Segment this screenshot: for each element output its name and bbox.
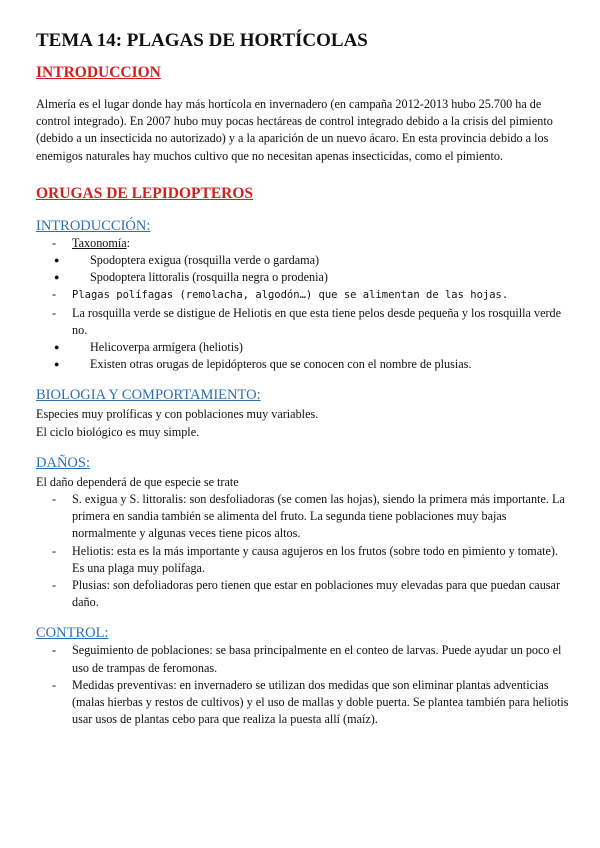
list-item: ● Helicoverpa armígera (heliotis) — [36, 339, 571, 356]
list-item: ● Spodoptera exigua (rosquilla verde o gardama) — [36, 252, 571, 269]
danos-intro: El daño dependerá de que especie se trate — [36, 474, 239, 489]
list-item: - Seguimiento de poblaciones: se basa principalmente en el conteo de larvas. Puede ayudar un poco el uso de trampas de feromonas. — [36, 642, 571, 676]
list-item: - Heliotis: esta es la más importante y causa agujeros en los frutos (sobre todo en pimiento y tomate). Es una plaga muy polífaga. — [36, 543, 571, 577]
list-item: ● Existen otras orugas de lepidópteros que se conocen con el nombre de plusias. — [36, 356, 571, 373]
rosquilla-sublist — [72, 339, 571, 373]
introduccion-list — [36, 235, 571, 374]
list-item-polifagas — [36, 286, 571, 304]
list-item-rosquilla — [36, 305, 571, 374]
rosquilla-text: La rosquilla verde se distigue de Heliotis en que esta tiene pelos desde pequeña y los rosquilla verde no. — [72, 305, 562, 337]
taxonomia-colon: : — [126, 235, 131, 250]
subheading-introduccion: INTRODUCCIÓN: — [36, 217, 151, 234]
page-title: TEMA 14: PLAGAS DE HORTÍCOLAS — [36, 30, 368, 51]
taxonomia-sublist — [72, 252, 571, 286]
list-item: - Plusias: son defoliadoras pero tienen que estar en poblaciones muy elevadas para que puedan causar daño. — [36, 577, 571, 611]
list-item: ● Spodoptera littoralis (rosquilla negra o prodenia) — [36, 269, 571, 286]
list-item-taxonomia — [36, 235, 571, 287]
subheading-control: CONTROL: — [36, 625, 109, 642]
control-list — [36, 642, 571, 728]
subheading-danos: DAÑOS: — [36, 454, 90, 471]
biologia-line-2: El ciclo biológico es muy simple. — [36, 424, 200, 439]
danos-list — [36, 491, 571, 611]
taxonomia-label: Taxonomía — [72, 235, 127, 250]
section-heading-introduccion: INTRODUCCION — [36, 64, 161, 81]
document-page — [36, 30, 571, 728]
biologia-line-1: Especies muy prolíficas y con poblaciones muy variables. — [36, 407, 319, 422]
subheading-biologia: BIOLOGIA Y COMPORTAMIENTO: — [36, 387, 261, 404]
polifagas-text: Plagas polífagas (remolacha, algodón…) que se alimentan de las hojas. — [72, 289, 509, 302]
intro-paragraph: Almería es el lugar donde hay más hortícola en invernadero (en campaña 2012-2013 hubo 25.700 ha de control integrado). En 2007 hubo muy pocas hectáreas de control integrado debido a la crisis del pimiento (debido a un insecticida no autorizado) y a la aparición de un nuevo ácaro. En esta provincia debido a los enemigos naturales hay muchos cultivo que no necesitan apenas insecticidas, como el pimiento. — [36, 97, 553, 163]
list-item: - Medidas preventivas: en invernadero se utilizan dos medidas que son eliminar plantas adventicias (malas hierbas y restos de cultivos) y el uso de mallas y doble puerta. Se plantea también para heliotis usar usos de plantas cebo para que realiza la puesta allí (maíz). — [36, 677, 571, 729]
section-heading-orugas: ORUGAS DE LEPIDOPTEROS — [36, 184, 254, 202]
list-item: - S. exigua y S. littoralis: son desfoliadoras (se comen las hojas), siendo la primera más importante. La primera en sandia también se alimenta del fruto. La segunda tiene poblaciones muy bajas normalmente y algunas veces tiene picos altos. — [36, 491, 571, 543]
